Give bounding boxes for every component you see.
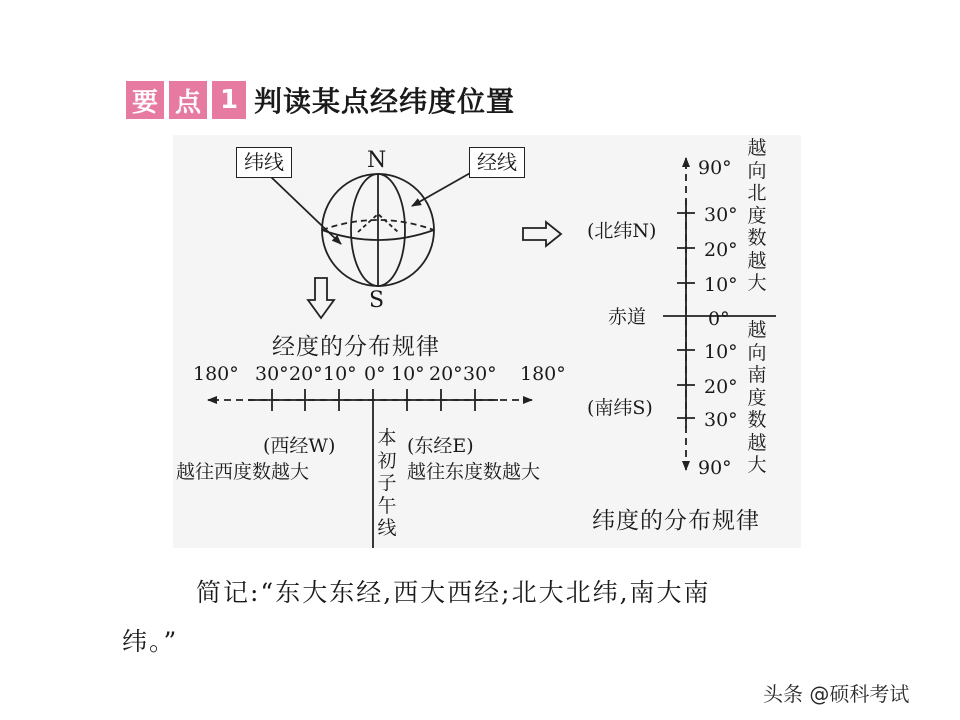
lat-label-s20: 20° xyxy=(704,376,738,398)
prime-meridian-label: 本初子午线 xyxy=(377,427,397,539)
equator-label: 赤道 xyxy=(608,306,647,328)
west-longitude-rule: 越往西度数越大 xyxy=(176,461,310,483)
watermark: 头条 @硕科考试 xyxy=(763,682,910,706)
lon-label-w10: 10° xyxy=(323,363,357,385)
lat-label-s30: 30° xyxy=(704,409,738,431)
hollow-arrow-down xyxy=(308,278,334,318)
lat-label-n30: 30° xyxy=(704,204,738,226)
lat-label-s90: 90° xyxy=(698,457,732,479)
callout-latitude-line: 纬线 xyxy=(236,147,292,178)
north-latitude-rule: 越向北度数越大 xyxy=(747,137,767,294)
south-label: S xyxy=(369,288,385,313)
lat-label-n90: 90° xyxy=(698,157,732,179)
lon-label-zero: 0° xyxy=(364,363,386,385)
lat-label-zero: 0° xyxy=(708,308,730,330)
east-longitude-label: (东经E) xyxy=(407,435,474,457)
badge-char-1: 要 xyxy=(126,81,164,119)
callout-longitude-line: 经线 xyxy=(469,147,525,178)
lon-label-e180: 180° xyxy=(520,363,566,385)
badge-char-2: 点 xyxy=(169,81,207,119)
longitude-title: 经度的分布规律 xyxy=(272,334,440,360)
lon-label-e10: 10° xyxy=(391,363,425,385)
latitude-title: 纬度的分布规律 xyxy=(592,508,760,534)
badge-number: 1 xyxy=(212,81,246,119)
section-title: 判读某点经纬度位置 xyxy=(254,85,516,118)
mnemonic-line-2: 纬。” xyxy=(122,627,179,656)
lon-label-w180: 180° xyxy=(193,363,239,385)
north-latitude-label: (北纬N) xyxy=(587,220,657,242)
arrow-to-latitude-line xyxy=(270,176,341,244)
lat-label-n20: 20° xyxy=(704,239,738,261)
lon-label-w30: 30° xyxy=(255,363,289,385)
hollow-arrow-right xyxy=(523,222,561,246)
east-longitude-rule: 越往东度数越大 xyxy=(407,461,541,483)
south-latitude-rule: 越向南度数越大 xyxy=(747,319,767,476)
lon-label-w20: 20° xyxy=(289,363,323,385)
west-longitude-label: (西经W) xyxy=(263,435,336,457)
lat-label-n10: 10° xyxy=(704,274,738,296)
south-latitude-label: (南纬S) xyxy=(587,397,653,419)
north-label: N xyxy=(367,148,387,173)
lat-label-s10: 10° xyxy=(704,341,738,363)
mnemonic-line-1: 简记:“东大东经,西大西经;北大北纬,南大南 xyxy=(196,578,711,607)
arrow-to-longitude-line xyxy=(412,172,472,206)
lon-label-e30: 30° xyxy=(463,363,497,385)
lon-label-e20: 20° xyxy=(429,363,463,385)
